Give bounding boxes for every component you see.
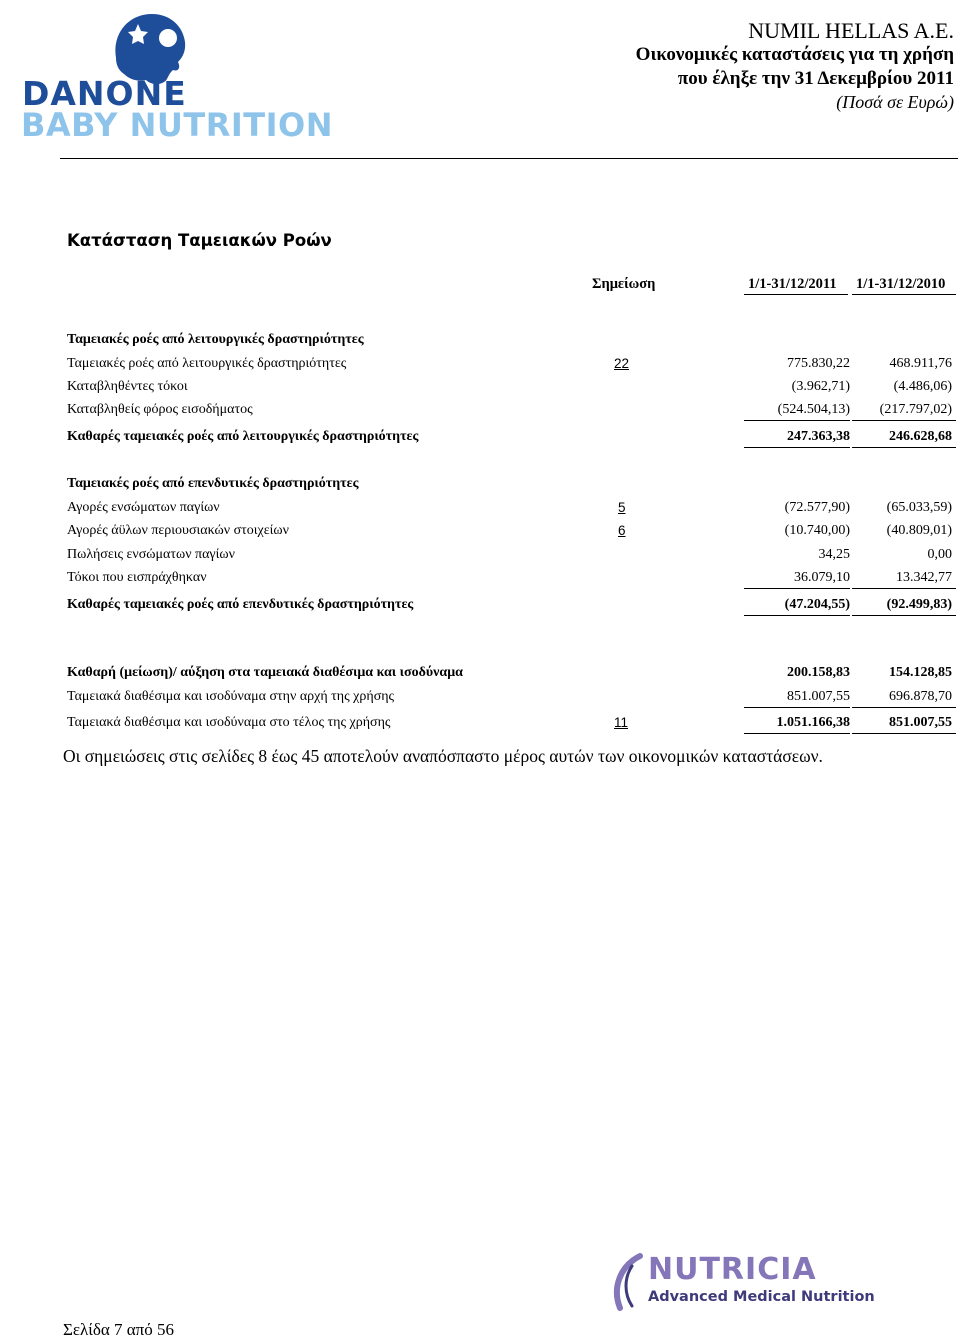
subtotal-rule xyxy=(852,420,956,421)
nutricia-tagline: Advanced Medical Nutrition xyxy=(648,1289,875,1305)
subtotal-rule xyxy=(852,707,956,708)
statement-footnote: Οι σημειώσεις στις σελίδες 8 έως 45 αποτελούν αναπόσπαστο μέρος αυτών των οικονομικών καταστάσεων. xyxy=(63,746,823,766)
note-ref[interactable]: 22 xyxy=(614,356,630,371)
statement-period-line2: που έληξε την 31 Δεκεμβρίου 2011 xyxy=(677,68,954,89)
page-title: Κατάσταση Ταμειακών Ροών xyxy=(67,231,332,250)
nutricia-arc-icon xyxy=(617,1256,640,1308)
statement-period-line1: Οικονομικές καταστάσεις για τη χρήση xyxy=(635,44,954,65)
header-divider xyxy=(60,158,958,159)
total-rule xyxy=(744,447,850,448)
page-number: Σελίδα 7 από 56 xyxy=(63,1320,175,1339)
total-rule xyxy=(852,615,956,616)
subtotal-rule xyxy=(744,588,850,589)
danone-logo-text: DANONE xyxy=(22,74,187,113)
note-ref[interactable]: 11 xyxy=(614,715,629,730)
total-rule xyxy=(852,447,956,448)
total-rule xyxy=(744,733,850,734)
subtotal-rule xyxy=(852,588,956,589)
subtotal-rule xyxy=(744,707,850,708)
company-name: NUMIL HELLAS A.E. xyxy=(748,18,954,43)
column-header-note: Σημείωση xyxy=(592,276,656,292)
currency-note: (Ποσά σε Ευρώ) xyxy=(836,92,954,112)
column-header-2010: 1/1-31/12/2010 xyxy=(856,276,946,292)
column-header-rule-2011 xyxy=(744,294,848,295)
total-rule xyxy=(852,733,956,734)
document-header xyxy=(636,18,954,113)
total-rule xyxy=(744,615,850,616)
column-header-2011: 1/1-31/12/2011 xyxy=(748,276,837,292)
note-ref[interactable]: 6 xyxy=(618,523,626,538)
baby-nutrition-logo-text: BABY NUTRITION xyxy=(21,106,333,144)
note-ref[interactable]: 5 xyxy=(618,500,626,515)
subtotal-rule xyxy=(744,420,850,421)
column-header-rule-2010 xyxy=(852,294,956,295)
nutricia-logo-text: NUTRICIA xyxy=(648,1252,817,1287)
